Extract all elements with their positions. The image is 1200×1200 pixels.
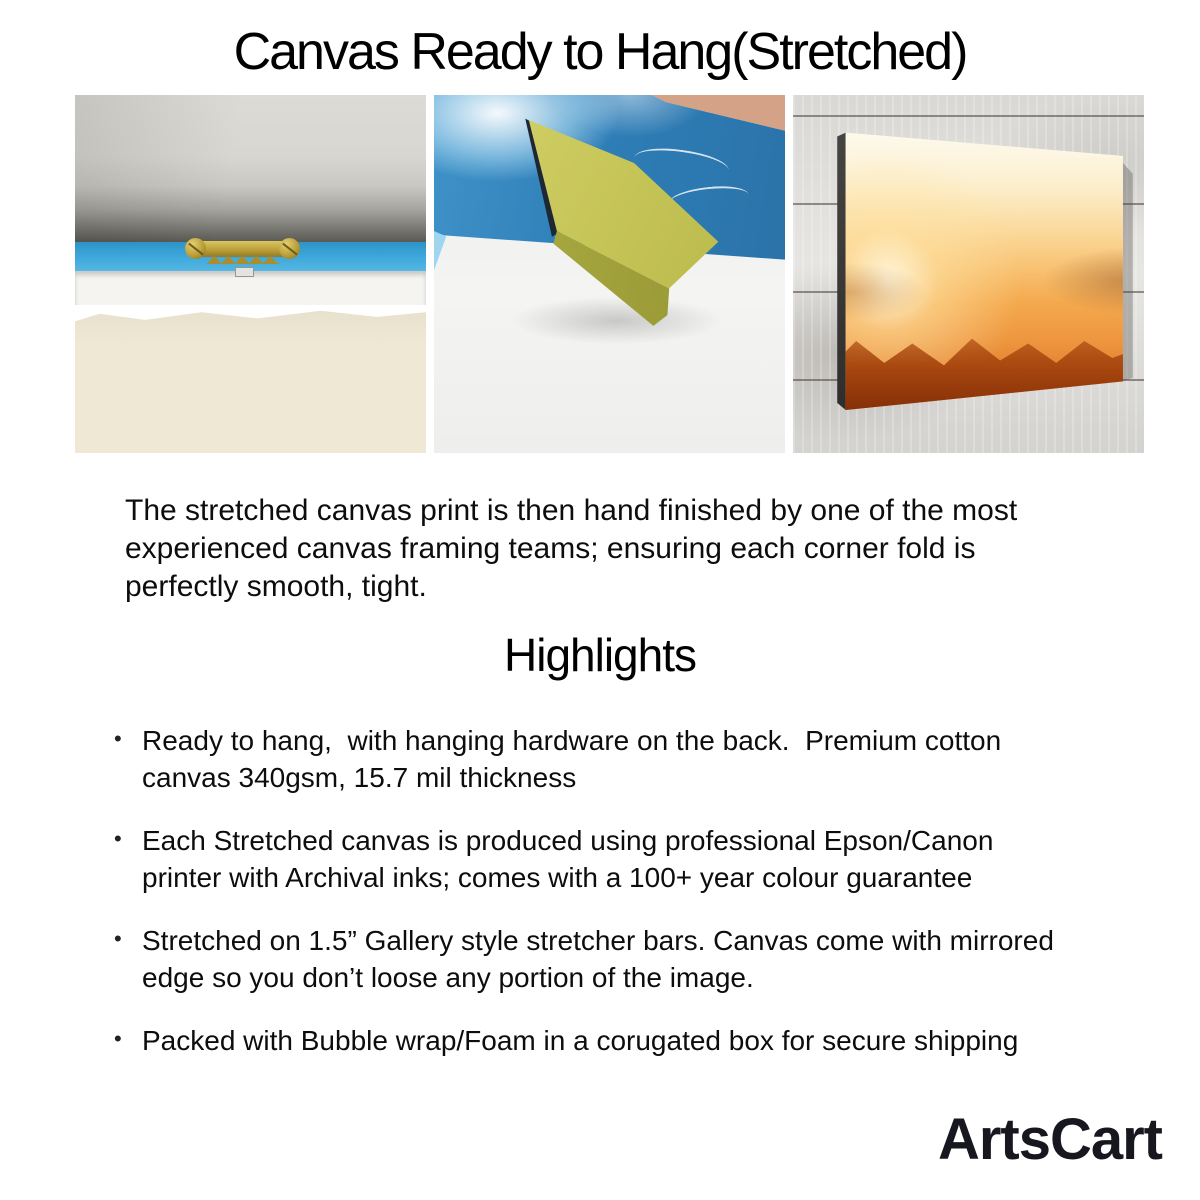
- sawtooth-hanger-plate: [195, 241, 291, 257]
- photo-canvas-on-wall: [793, 95, 1144, 453]
- highlight-item: [112, 1022, 1062, 1059]
- metal-tab: [235, 267, 254, 277]
- highlight-text: Packed with Bubble wrap/Foam in a corugated box for secure shipping: [142, 1025, 1019, 1056]
- highlight-item: [112, 822, 1062, 896]
- raw-canvas-back: [75, 300, 426, 453]
- bullet-icon: •: [114, 826, 122, 851]
- bullet-icon: •: [114, 726, 122, 751]
- highlight-text: Stretched on 1.5” Gallery style stretcher bars. Canvas come with mirrored edge so you don’t loose any portion of the image.: [142, 925, 1062, 993]
- product-photos-row: [75, 95, 1144, 453]
- highlight-item: [112, 922, 1062, 996]
- page-title: Canvas Ready to Hang(Stretched): [233, 23, 967, 81]
- highlight-text: Each Stretched canvas is produced using professional Epson/Canon printer with Archival inks; comes with a 100+ year colour guarantee: [142, 825, 1002, 893]
- hanger-screw-right: [279, 238, 300, 259]
- brand-logo: [938, 1106, 1162, 1173]
- photo-canvas-corner-fold: [434, 95, 785, 453]
- hanger-screw-left: [185, 238, 206, 259]
- bullet-icon: •: [114, 926, 122, 951]
- highlights-list: [112, 722, 1062, 1085]
- logo-text-rest: rtsCart: [978, 1107, 1162, 1172]
- highlight-item: [112, 722, 1062, 796]
- logo-letter-a-with-orange-triangle-icon: A: [937, 1107, 979, 1172]
- bullet-icon: •: [114, 1026, 122, 1051]
- sawtooth-teeth-icon: [207, 256, 279, 264]
- highlights-heading: Highlights: [504, 629, 696, 681]
- description-text: The stretched canvas print is then hand finished by one of the most experienced canvas framing teams; ensuring each corner fold is perfectly smooth, tight.: [125, 494, 1026, 603]
- wall-shadow-area: [75, 95, 426, 242]
- highlight-text: Ready to hang, with hanging hardware on the back. Premium cotton canvas 340gsm, 15.7 mil thickness: [142, 725, 1009, 793]
- photo-canvas-back-hardware: [75, 95, 426, 453]
